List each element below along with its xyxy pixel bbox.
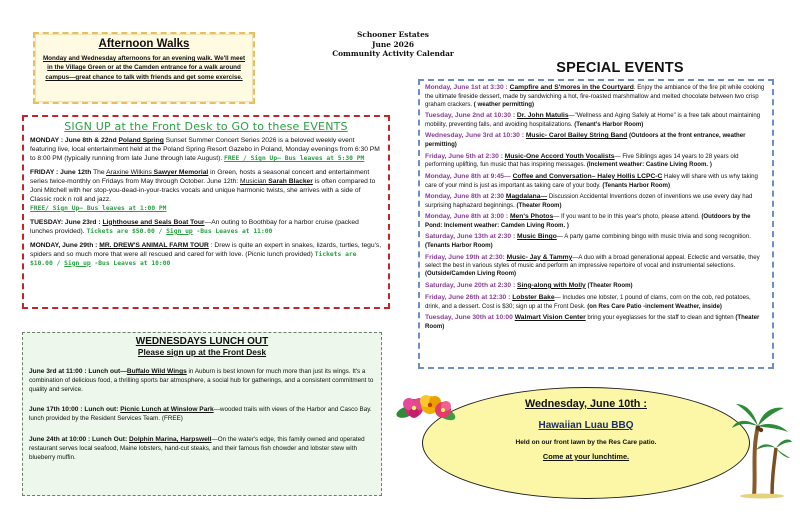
afternoon-walks-body: Monday and Wednesday afternoons for an evening walk. We'll meet in the Village Green or at the Camden entrance for a walk around campus—great chance to talk with friends and get some exercise. xyxy=(42,55,246,81)
signup-events-box xyxy=(22,115,390,309)
signup-event-poland-spring: MONDAY : June 8th & 22nd Poland Spring Sunset Summer Concert Series 2026 is a beloved weekly event featuring live, local entertainment held at the Poland Spring Resort Gazebo in Poland, Monday evenings from 6:30 PM to 8:00 PM (typically running from late June through late August). FREE / Sign Up– Bus leaves at 5:30 PM xyxy=(30,137,380,162)
hawaiian-luau-oval xyxy=(422,387,750,499)
hibiscus-flowers-icon xyxy=(396,388,458,428)
luau-location: Held on our front lawn by the Res Care patio. xyxy=(515,439,657,446)
special-event-item: Friday, June 5th at 2:30 : Music-One Accord Youth Vocalists— Five Siblings ages 14 years to 28 years old performing uplifting, fun music that has inspiring messages. (Inclement weather: Castine Living Room. ) xyxy=(425,152,739,169)
afternoon-walks-box xyxy=(33,32,255,104)
special-event-item: Saturday, June 20th at 2:30 : Sing-along with Molly (Theater Room) xyxy=(425,281,633,289)
special-event-item: Wednesday, June 3rd at 10:30 : Music- Carol Bailey String Band (Outdoors at the front entrance, weather permitting) xyxy=(425,132,746,149)
signup-title: SIGN UP at the Front Desk to GO to these EVENTS xyxy=(64,120,348,133)
signup-event-boat-tour: TUESDAY: June 23rd : Lighthouse and Seals Boat Tour—An outing to Boothbay for a harbor cruise (packed lunches provided). Tickets are $50.00 / Sign up -Bus Leaves at 11:00 xyxy=(30,218,359,235)
lunch-item: June 3rd at 11:00 : Lunch out—Buffalo Wild Wings in Auburn is best known for much more than just its wings. It's a combination of delicious food, a thrilling sports bar atmosphere, a social hub for gatherings, and a consistent commitment to quality and service. xyxy=(29,368,374,393)
special-event-item: Saturday, June 13th at 2:30 : Music Bingo— A party game combining bingo with music trivia and song recognition. (Tenants Harbor Room) xyxy=(425,233,751,250)
special-event-item: Tuesday, June 2nd at 10:30 : Dr. John Matulis—"Wellness and Aging Safely at Home" is a free talk about maintaining mobility, preventing falls, and avoiding hospitalizations. (Tenant's Harbor Room) xyxy=(425,112,761,128)
special-event-item: Tuesday, June 30th at 10:00 Walmart Vision Center bring your eyeglasses for the staff to clean and tighten (Theater Room) xyxy=(425,314,760,331)
special-event-item: Friday, June 19th at 2:30: Music- Jay & Tammy—A duo with a broad generational appeal. Eclectic and versatile, they select the best in various styles of music and perform an impressive repertoire of vocal and instrumental selections. (Outside/Camden Living Room) xyxy=(425,253,760,278)
special-event-item: Monday, June 8th at 3:00 : Men's Photos— If you want to be in this year's photo, please attend. (Outdoors by the Pond: Inclement weather: Camden Living Room. ) xyxy=(425,213,751,229)
calendar-title: Community Activity Calendar xyxy=(332,49,454,59)
wednesdays-lunch-box xyxy=(22,332,382,496)
special-event-item: Monday, June 8th at 9:45— Coffee and Conversation– Haley Hollis LCPC-C Haley will share with us why taking care of your mind is just as important as taking care of your body. (Tenants Harbor Room) xyxy=(425,172,758,189)
special-events-box xyxy=(418,79,774,369)
signup-event-animal-farm: MONDAY, June 29th : MR. DREW'S ANIMAL FARM TOUR : Drew is quite an expert in snakes, lizards, turtles, tegu's, spiders and so much more that were all rescued and cared for with love. (Picnic lunch provided) Tickets are $10.00 / Sign up -Bus Leaves at 10:00 xyxy=(30,241,382,267)
special-event-item: Monday, June 8th at 2:30 Magdalana— Discussion Accidental Inventions dozen of inventions we use every day had surprising haphazard beginnings. (Theater Room) xyxy=(425,193,753,209)
palm-trees-icon xyxy=(732,392,792,498)
special-event-item: Friday, June 26th at 12:30 : Lobster Bake— Includes one lobster, 1 pound of clams, corn on the cob, red potatoes, drink, and a dessert. Cost is $30; sign up at the Front Desk. (on Res Care Patio -inclement Weather, inside) xyxy=(425,294,751,310)
signup-event-sawyer-memorial: FRIDAY : June 12th The Araxine Wilkins Sawyer Memorial in Green, hosts a seasonal concert and entertainment series twice-monthly on Fridays from May through October. June 12th: Musician Sarah Blacker is often compared to Joni Mitchell with her stop-you-dead-in-your-tracks vocals and unique harmonic twists, she arrives with a side of Classic rock n roll and jazz. FREE/ Sign Up— Bus leaves at 1:00 PM xyxy=(30,168,376,212)
lunch-item: June 17th 10:00 : Lunch out: Picnic Lunch at Winslow Park—wooded trails with views of the Harbor and Casco Bay. lunch provided by the Resident Services Team. (FREE) xyxy=(29,406,372,423)
lunch-title: WEDNESDAYS LUNCH OUT xyxy=(135,336,269,347)
calendar-header xyxy=(318,30,468,59)
calendar-month: June 2026 xyxy=(371,39,415,49)
luau-date: Wednesday, June 10th : xyxy=(525,398,647,410)
special-event-item: Monday, June 1st at 3:30 : Campfire and S'mores in the Courtyard. Enjoy the ambiance of the fire pit while cooking the ultimate fireside dessert, made by sandwiching a hot, fire-roasted marshmallow and melted chocolate between two crisp graham crackers. ( weather permitting) xyxy=(425,84,765,108)
lunch-subtitle: Please sign up at the Front Desk xyxy=(137,347,267,357)
special-events-title: SPECIAL EVENTS xyxy=(556,60,684,76)
luau-title: Hawaiian Luau BBQ xyxy=(538,420,634,431)
community-name: Schooner Estates xyxy=(357,30,429,39)
lunch-item: June 24th at 10:00 : Lunch Out: Dolphin Marina, Harpswell—On the water's edge, this family owned and operated restaurant serves local seafood, Maine lobsters, hand-cut steaks, and their famous fish chowder and lobster stew with blueberry muffin. xyxy=(29,436,365,461)
afternoon-walks-title: Afternoon Walks xyxy=(98,38,190,50)
luau-call-to-action: Come at your lunchtime. xyxy=(542,452,630,461)
